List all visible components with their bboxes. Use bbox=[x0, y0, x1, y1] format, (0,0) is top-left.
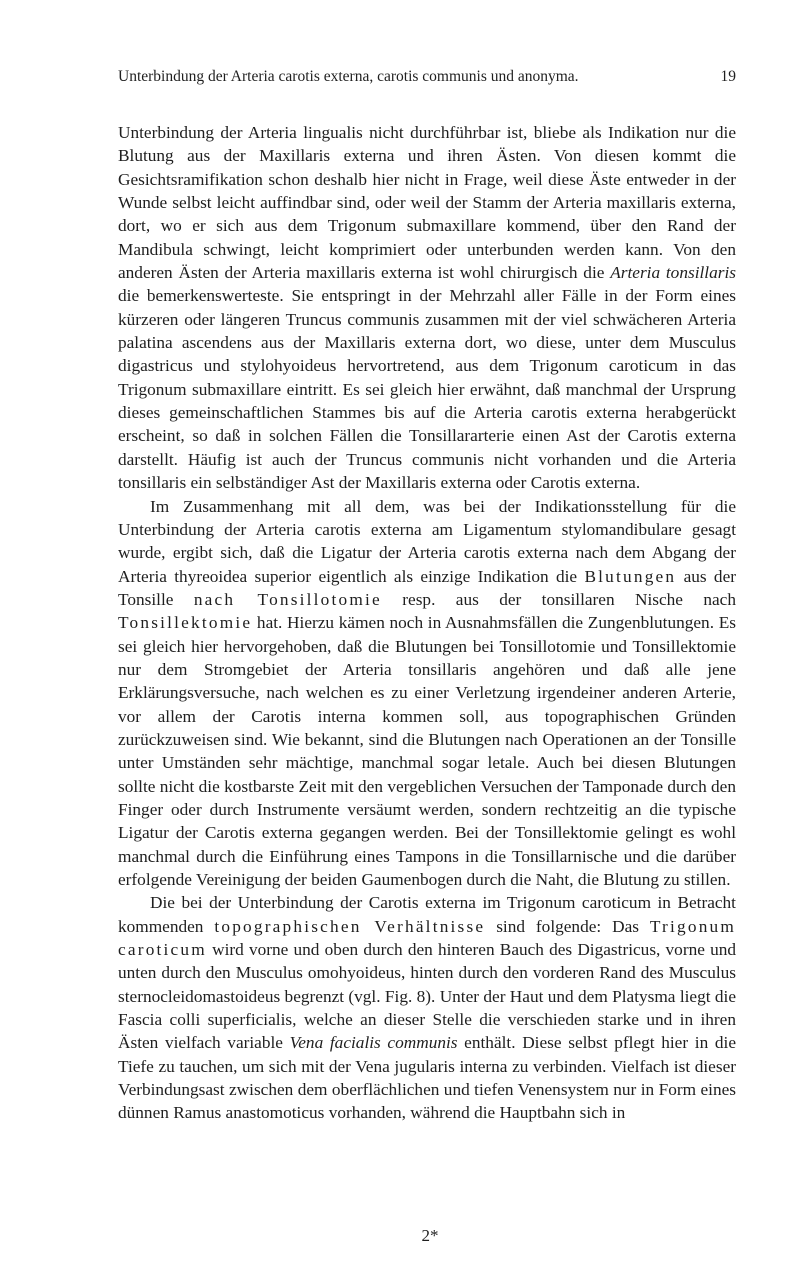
page-number: 19 bbox=[720, 68, 736, 85]
spaced-emphasis: nach Tonsillotomie bbox=[193, 589, 382, 609]
spaced-emphasis: Trigonum caroticum bbox=[118, 916, 737, 960]
text-segment: Die bei der Unterbindung der Carotis externa im Trigonum caroticum in Betracht kommenden bbox=[118, 893, 736, 936]
paragraph-1 bbox=[118, 121, 736, 495]
text-segment: Unterbindung der Arteria lingualis nicht durchführbar ist, bliebe als Indikation nur die Blutung aus der Maxillaris externa und ihren Ästen. Von diesen kommt die Gesichtsramifikation schon deshalb hier nicht in Frage, weil diese Äste entweder in der Wunde selbst leicht auffindbar sind, oder weil der Stamm der Arteria maxillaris externa, dort, wo er sich aus dem Trigonum submaxillare kommend, über den Rand der Mandibula schwingt, leicht komprimiert oder unterbunden werden kann. Von den anderen Ästen der Arteria maxillaris externa ist wohl chirurgisch die bbox=[118, 123, 736, 283]
text-segment: aus der Tonsille bbox=[118, 566, 736, 609]
text-segment: die bemerkenswerteste. Sie entspringt in der Mehrzahl aller Fälle in der Form eines kürzeren oder längeren Truncus communis zusammen mit der viel schwächeren Arteria palatina ascendens aus der Maxillaris externa dort, wo diese, unter dem Musculus digastricus und stylohyoideus hervortretend, aus dem Trigonum caroticum in das Trigonum submaxillare eintritt. Es sei gleich hier erwähnt, daß manchmal der Ursprung dieses gemeinschaftlichen Stammes bis auf die Arteria carotis externa herabgerückt erscheint, so daß in solchen Fällen die Tonsillararterie einen Ast der Carotis externa darstellt. Häufig ist auch der Truncus communis nicht vorhanden und die Arteria tonsillaris ein selbständiger Ast der Maxillaris externa oder Carotis externa. bbox=[118, 286, 736, 493]
paragraph-2 bbox=[118, 495, 736, 892]
text-segment: sind folgende: Das bbox=[485, 916, 650, 936]
running-header bbox=[118, 68, 736, 92]
text-segment: hat. Hierzu kämen noch in Ausnahmsfällen die Zungenblutungen. Es sei gleich hier hervorgehoben, daß die Blutungen bei Tonsillotomie und Tonsillektomie nur dem Stromgebiet der Arteria tonsillaris angehören und daß alle jene Erklärungsversuche, nach welchen es zu einer Verletzung irgendeiner anderen Arterie, vor allem der Carotis interna kommen soll, aus topographischen Gründen zurückzuweisen sind. Wie bekannt, sind die Blutungen nach Operationen an der Tonsille unter Umständen sehr mächtige, manchmal sogar letale. Auch bei diesen Blutungen sollte nicht die kostbarste Zeit mit den vergeblichen Versuchen der Tamponade durch den Finger oder durch Instrumente versäumt werden, sondern rechtzeitig an die typische Ligatur der Carotis externa gegangen werden. Bei der Tonsillektomie gelingt es wohl manchmal durch die Einführung eines Tampons in die Tonsillarnische und die darüber erfolgende Vereinigung der beiden Gaumenbogen durch die Naht, die Blutung zu stillen. bbox=[118, 613, 736, 889]
spaced-emphasis: Blutungen bbox=[584, 566, 677, 586]
text-segment: resp. aus der tonsillaren Nische nach bbox=[381, 589, 736, 609]
paragraph-3 bbox=[118, 891, 736, 1124]
text-segment: Im Zusammenhang mit all dem, was bei der Indikationsstellung für die Unterbindung der Arteria carotis externa am Ligamentum stylomandibulare gesagt wurde, ergibt sich, daß die Ligatur der Arteria carotis externa nach dem Abgang der Arteria thyreoidea superior eigentlich als einzige Indikation die bbox=[118, 496, 736, 586]
italic-term: Arteria tonsillaris bbox=[610, 263, 736, 283]
italic-term: Vena facialis communis bbox=[289, 1033, 458, 1053]
spaced-emphasis: topographischen Verhältnisse bbox=[214, 916, 486, 936]
text-segment: enthält. Diese selbst pflegt hier in die Tiefe zu tauchen, um sich mit der Vena jugularis interna zu verbinden. Vielfach ist dieser Verbindungsast zwischen dem oberflächlichen und tiefen Venensystem nur in Form eines dünnen Ramus anastomoticus vorhanden, während die Hauptbahn sich in bbox=[118, 1033, 736, 1123]
signature-mark: 2* bbox=[421, 1226, 439, 1245]
text-segment: wird vorne und oben durch den hinteren Bauch des Digastricus, vorne und unten durch den Musculus omohyoideus, hinten durch den vorderen Rand des Musculus sternocleidomastoideus begrenzt (vgl. Fig. 8). Unter der Haut und dem Platysma liegt die Fascia colli superficialis, welche an dieser Stelle die verschieden starke und in ihren Ästen vielfach variable bbox=[118, 940, 736, 1053]
spaced-emphasis: Tonsillektomie bbox=[118, 613, 253, 633]
body-text bbox=[118, 121, 736, 1125]
running-title: Unterbindung der Arteria carotis externa, carotis communis und anonyma. bbox=[118, 68, 579, 85]
